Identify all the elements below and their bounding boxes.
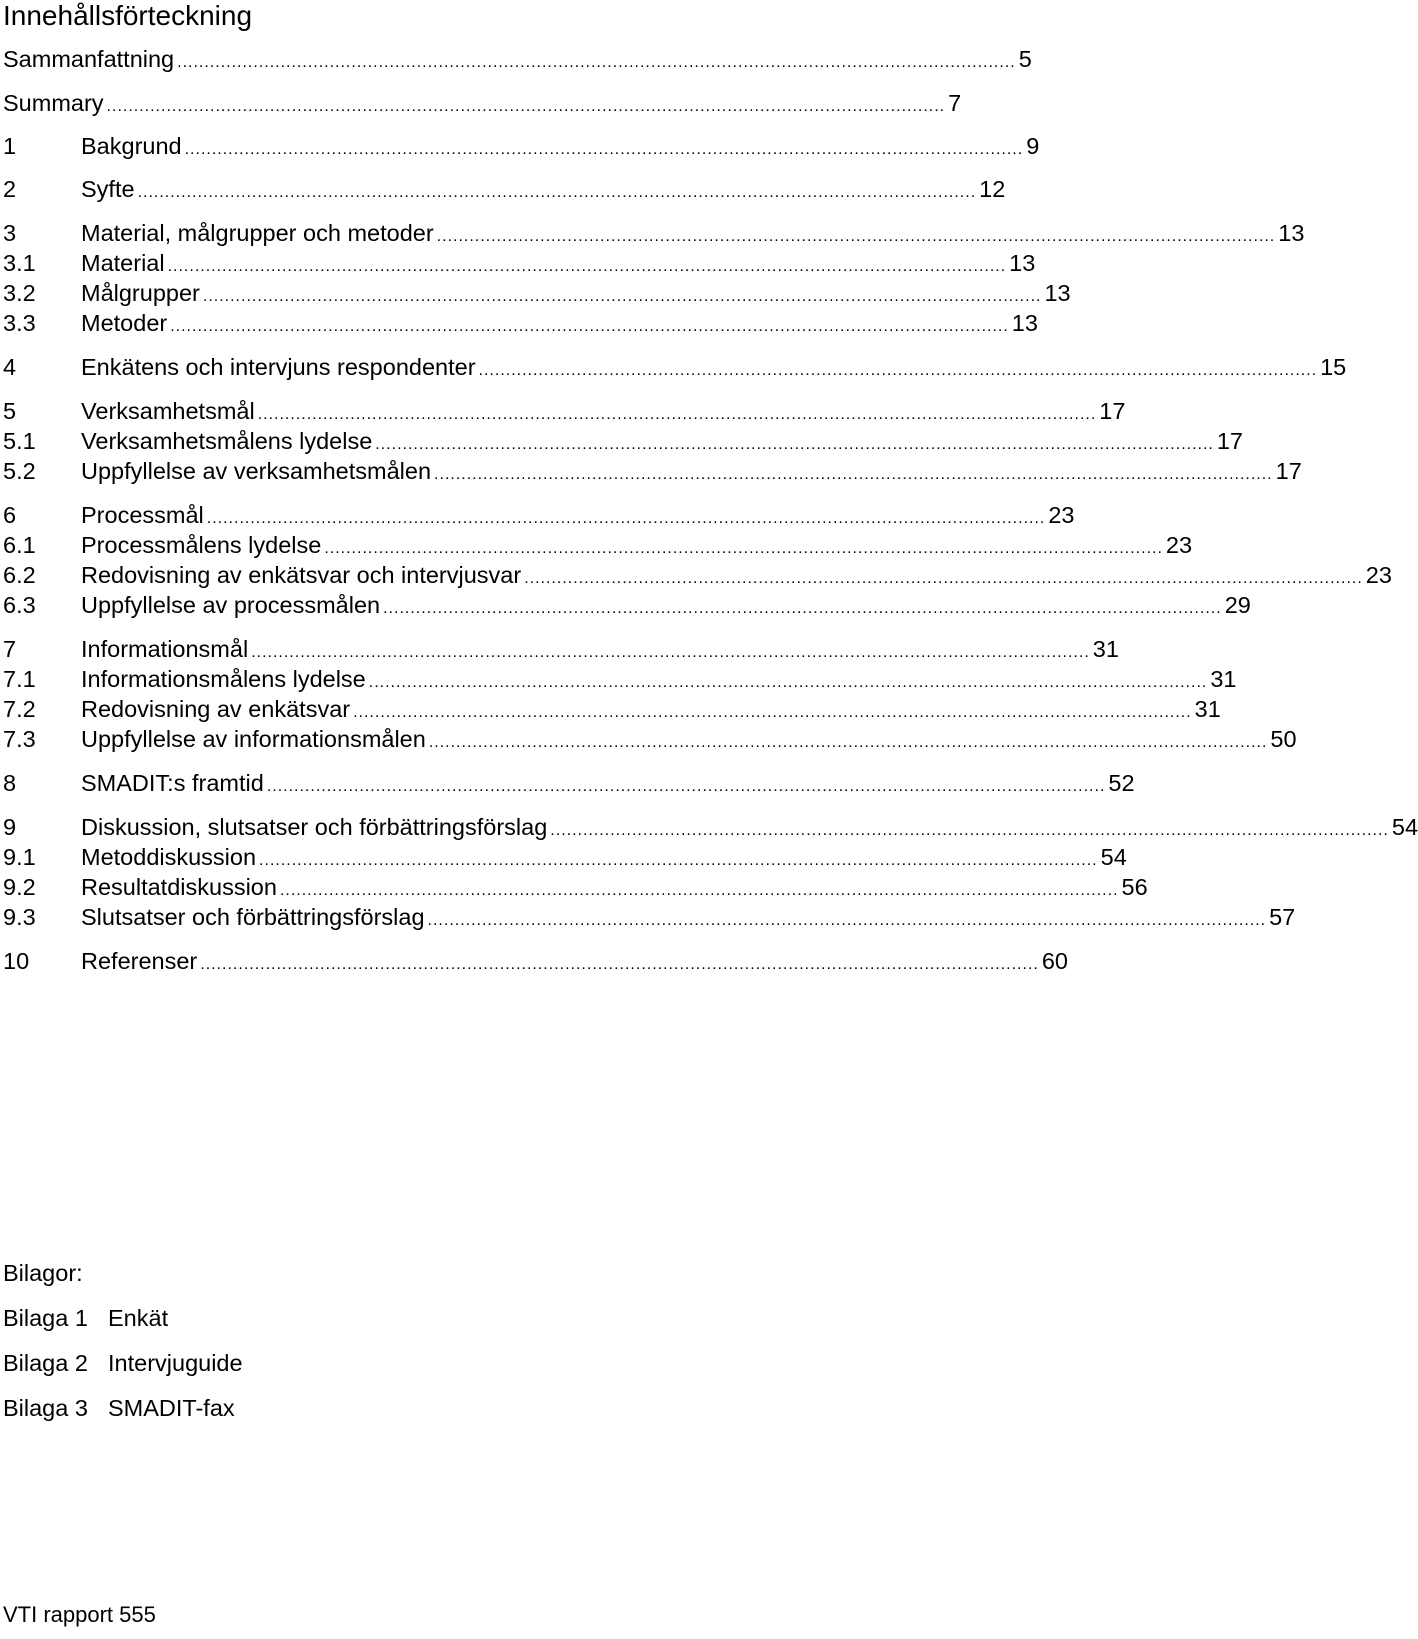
toc-entry-number: 5 — [3, 398, 17, 424]
toc-entry[interactable] — [3, 768, 1135, 798]
toc-entry[interactable] — [3, 88, 962, 118]
toc-entry-page: 5 — [1018, 46, 1032, 72]
toc-entry[interactable] — [3, 902, 1296, 932]
toc-dot-leader: .......................................................................................................................................................... — [259, 852, 1098, 869]
toc-entry-title: Verksamhetsmål — [81, 398, 255, 424]
toc-entry-page: 50 — [1270, 726, 1297, 752]
toc-dot-leader: .......................................................................................................................................................... — [266, 778, 1106, 795]
toc-entry-title: Redovisning av enkätsvar och intervjusvar — [81, 562, 522, 588]
toc-entry-number: 7 — [3, 636, 17, 662]
toc-entry-title: Metoddiskussion — [81, 844, 257, 870]
toc-entry-page: 54 — [1391, 814, 1418, 840]
toc-entry-title: Processmål — [81, 502, 204, 528]
toc-entry-title: Syfte — [81, 176, 135, 202]
toc-entry-number: 9.1 — [3, 844, 36, 870]
toc-dot-leader: .......................................................................................................................................................... — [279, 882, 1119, 899]
toc-entry-number: 7.3 — [3, 726, 36, 752]
toc-entry-number: 7.2 — [3, 696, 36, 722]
toc-entry-page: 12 — [979, 176, 1006, 202]
toc-dot-leader: .......................................................................................................................................................... — [170, 318, 1009, 335]
toc-entry-title: SMADIT:s framtid — [81, 770, 264, 796]
toc-dot-leader: .......................................................................................................................................................... — [206, 510, 1046, 527]
toc-entry-number: 6 — [3, 502, 17, 528]
toc-entry-number: 9.2 — [3, 874, 36, 900]
toc-entry[interactable] — [3, 842, 1127, 872]
toc-entry-number: 9.3 — [3, 904, 36, 930]
toc-entry-number: 4 — [3, 354, 17, 380]
toc-entry-title: Summary — [3, 90, 104, 116]
toc-entry[interactable] — [3, 500, 1075, 530]
toc-entry[interactable] — [3, 396, 1126, 426]
toc-entry[interactable] — [3, 248, 1036, 278]
toc-dot-leader: .......................................................................................................................................................... — [202, 288, 1042, 305]
toc-entry-page: 17 — [1099, 398, 1126, 424]
toc-entry-page: 13 — [1044, 280, 1071, 306]
toc-entry-title: Diskussion, slutsatser och förbättringsförslag — [81, 814, 548, 840]
toc-entry-page: 13 — [1011, 310, 1038, 336]
toc-entry[interactable] — [3, 694, 1221, 724]
toc-entry[interactable] — [3, 218, 1305, 248]
attachment-item — [3, 1393, 235, 1423]
toc-entry-page: 54 — [1100, 844, 1127, 870]
toc-entry-page: 15 — [1320, 354, 1347, 380]
toc-entry-title: Uppfyllelse av verksamhetsmålen — [81, 458, 432, 484]
toc-entry-number: 5.1 — [3, 428, 36, 454]
toc-dot-leader: .......................................................................................................................................................... — [257, 406, 1097, 423]
toc-entry[interactable] — [3, 278, 1071, 308]
toc-entry-number: 3.3 — [3, 310, 36, 336]
toc-dot-leader: .......................................................................................................................................................... — [184, 141, 1024, 158]
toc-entry-title: Bakgrund — [81, 133, 182, 159]
toc-entry-title: Uppfyllelse av processmålen — [81, 592, 381, 618]
toc-dot-leader: .......................................................................................................................................................... — [106, 98, 946, 115]
attachment-label: Bilaga 3 — [3, 1395, 88, 1421]
toc-entry-number: 3.1 — [3, 250, 36, 276]
toc-entry-page: 56 — [1121, 874, 1148, 900]
attachment-item — [3, 1303, 168, 1333]
toc-entry-page: 13 — [1009, 250, 1036, 276]
toc-entry[interactable] — [3, 812, 1418, 842]
attachment-title: SMADIT-fax — [108, 1395, 235, 1421]
toc-entry-title: Sammanfattning — [3, 46, 175, 72]
toc-entry-page: 31 — [1194, 696, 1221, 722]
toc-entry-number: 7.1 — [3, 666, 36, 692]
toc-entry-title: Material, målgrupper och metoder — [81, 220, 434, 246]
toc-dot-leader: .......................................................................................................................................................... — [434, 466, 1273, 483]
toc-entry-page: 60 — [1041, 948, 1068, 974]
toc-entry-page: 13 — [1278, 220, 1305, 246]
toc-entry-number: 3 — [3, 220, 17, 246]
toc-entry[interactable] — [3, 946, 1068, 976]
toc-dot-leader: .......................................................................................................................................................... — [200, 956, 1039, 973]
toc-entry[interactable] — [3, 456, 1302, 486]
attachment-title: Enkät — [108, 1305, 169, 1331]
attachment-label: Bilaga 2 — [3, 1350, 88, 1376]
toc-entry[interactable] — [3, 664, 1237, 694]
toc-entry[interactable] — [3, 174, 1006, 204]
toc-dot-leader: .......................................................................................................................................................... — [368, 674, 1208, 691]
toc-dot-leader: .......................................................................................................................................................... — [375, 436, 1214, 453]
toc-dot-leader: .......................................................................................................................................................... — [427, 912, 1267, 929]
toc-entry-title: Referenser — [81, 948, 198, 974]
toc-entry-title: Uppfyllelse av informationsmålen — [81, 726, 426, 752]
toc-entry-title: Verksamhetsmålens lydelse — [81, 428, 373, 454]
toc-entry-page: 23 — [1165, 532, 1193, 558]
toc-entry-page: 23 — [1365, 562, 1392, 588]
toc-entry-page: 9 — [1026, 133, 1040, 159]
attachment-label: Bilaga 1 — [3, 1305, 88, 1331]
toc-entry-title: Redovisning av enkätsvar — [81, 696, 351, 722]
toc-dot-leader: .......................................................................................................................................................... — [383, 600, 1222, 617]
toc-entry[interactable] — [3, 426, 1243, 456]
toc-entry-number: 9 — [3, 814, 17, 840]
toc-entry[interactable] — [3, 560, 1392, 590]
toc-entry-title: Slutsatser och förbättringsförslag — [81, 904, 425, 930]
toc-entry[interactable] — [3, 724, 1297, 754]
toc-entry-page: 17 — [1216, 428, 1243, 454]
toc-entry[interactable] — [3, 131, 1040, 161]
toc-entry-title: Informationsmålens lydelse — [81, 666, 366, 692]
toc-dot-leader: .......................................................................................................................................................... — [324, 540, 1163, 557]
toc-dot-leader: .......................................................................................................................................................... — [177, 54, 1016, 71]
toc-entry-number: 6.3 — [3, 592, 36, 618]
toc-entry-page: 29 — [1224, 592, 1251, 618]
toc-dot-leader: .......................................................................................................................................................... — [524, 570, 1363, 587]
toc-dot-leader: .......................................................................................................................................................... — [550, 822, 1389, 839]
toc-entry-number: 5.2 — [3, 458, 36, 484]
attachments-heading: Bilagor: — [3, 1260, 83, 1286]
toc-entry-title: Målgrupper — [81, 280, 200, 306]
page-title: Innehållsförteckning — [3, 0, 253, 31]
toc-entry[interactable] — [3, 590, 1251, 620]
toc-dot-leader: .......................................................................................................................................................... — [428, 734, 1268, 751]
toc-dot-leader: .......................................................................................................................................................... — [478, 362, 1318, 379]
toc-entry-number: 10 — [3, 948, 30, 974]
toc-entry[interactable] — [3, 352, 1347, 382]
page-footer: VTI rapport 555 — [3, 1602, 156, 1627]
toc-entry-title: Metoder — [81, 310, 168, 336]
toc-entry-title: Material — [81, 250, 165, 276]
toc-entry-number: 2 — [3, 176, 17, 202]
toc-entry-number: 1 — [3, 133, 17, 159]
toc-entry-title: Informationsmål — [81, 636, 249, 662]
toc-entry-page: 52 — [1108, 770, 1135, 796]
attachment-title: Intervjuguide — [108, 1350, 243, 1376]
toc-entry-page: 31 — [1210, 666, 1237, 692]
toc-dot-leader: .......................................................................................................................................................... — [167, 258, 1007, 275]
toc-entry-page: 7 — [948, 90, 962, 116]
toc-entry-page: 31 — [1092, 636, 1119, 662]
toc-dot-leader: .......................................................................................................................................................... — [251, 644, 1090, 661]
toc-dot-leader: .......................................................................................................................................................... — [436, 228, 1276, 245]
toc-entry-title: Processmålens lydelse — [81, 532, 322, 558]
toc-entry[interactable] — [3, 308, 1038, 338]
toc-entry[interactable] — [3, 872, 1148, 902]
toc-entry-page: 57 — [1269, 904, 1296, 930]
toc-entry-number: 6.2 — [3, 562, 36, 588]
toc-entry-number: 8 — [3, 770, 17, 796]
attachment-item — [3, 1348, 243, 1378]
toc-entry-title: Resultatdiskussion — [81, 874, 277, 900]
toc-entry-page: 23 — [1048, 502, 1075, 528]
toc-dot-leader: .......................................................................................................................................................... — [137, 184, 977, 201]
toc-entry[interactable] — [3, 634, 1119, 664]
toc-entry[interactable] — [3, 530, 1193, 560]
toc-entry-number: 3.2 — [3, 280, 36, 306]
toc-entry-number: 6.1 — [3, 532, 36, 558]
toc-entry[interactable] — [3, 44, 1032, 74]
toc-entry-page: 17 — [1275, 458, 1302, 484]
toc-entry-title: Enkätens och intervjuns respondenter — [81, 354, 476, 380]
toc-dot-leader: .......................................................................................................................................................... — [353, 704, 1192, 721]
